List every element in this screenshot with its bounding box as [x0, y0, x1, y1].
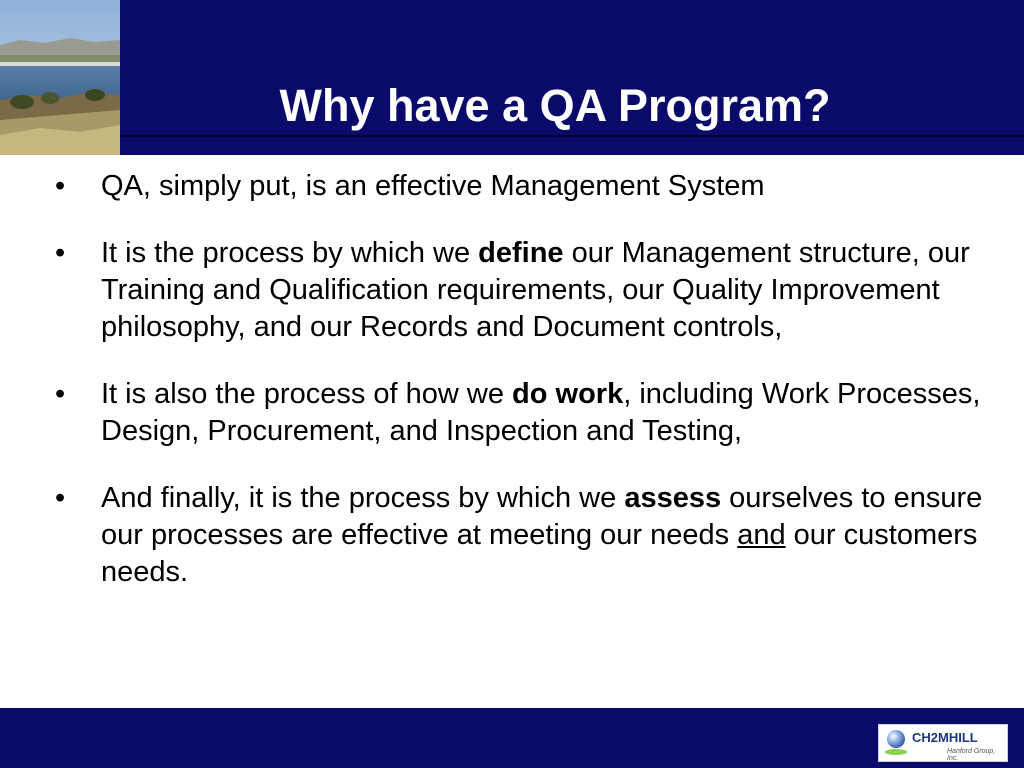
bullet-text: It is the process by which we	[101, 237, 479, 269]
bullet-item	[55, 376, 1000, 450]
bullet-emphasis: do work	[512, 378, 624, 410]
company-logo	[878, 724, 1008, 762]
bullet-text: QA, simply put, is an effective Management System	[101, 170, 765, 202]
bullet-emphasis: assess	[624, 482, 722, 514]
bullet-underline: and	[737, 519, 786, 551]
bullet-text: ourselves to ensure our processes are effective at meeting our needs	[101, 482, 983, 551]
bullet-text: It is also the process of how we	[101, 378, 513, 410]
landscape-photo-icon	[0, 0, 120, 155]
bullet-emphasis: define	[478, 237, 564, 269]
bullet-text: , including Work Processes, Design, Procurement, and Inspection and Testing,	[101, 378, 981, 447]
bullet-list	[55, 168, 1000, 621]
bullet-text: our customers needs.	[101, 519, 978, 588]
bullet-marker: •	[55, 378, 66, 410]
bullet-marker: •	[55, 170, 66, 202]
header-photo	[0, 0, 120, 155]
bullet-item	[55, 480, 1000, 591]
bullet-item	[55, 235, 1000, 346]
bullet-marker: •	[55, 237, 66, 269]
bullet-text: our Management structure, our Training and Qualification requirements, our Quality Improvement philosophy, and our Records and Document controls,	[101, 237, 970, 343]
bullet-marker: •	[55, 482, 66, 514]
footer-bar	[0, 708, 1024, 768]
globe-icon	[887, 730, 905, 748]
header-bar	[0, 0, 1024, 155]
bullet-text: And finally, it is the process by which we	[101, 482, 625, 514]
logo-subtitle: Hanford Group, Inc.	[947, 748, 996, 762]
logo-name: CH2MHILL	[912, 730, 978, 745]
slide-title: Why have a QA Program?	[279, 80, 831, 131]
logo-swoosh-icon	[885, 749, 907, 755]
bullet-item	[55, 168, 1000, 205]
